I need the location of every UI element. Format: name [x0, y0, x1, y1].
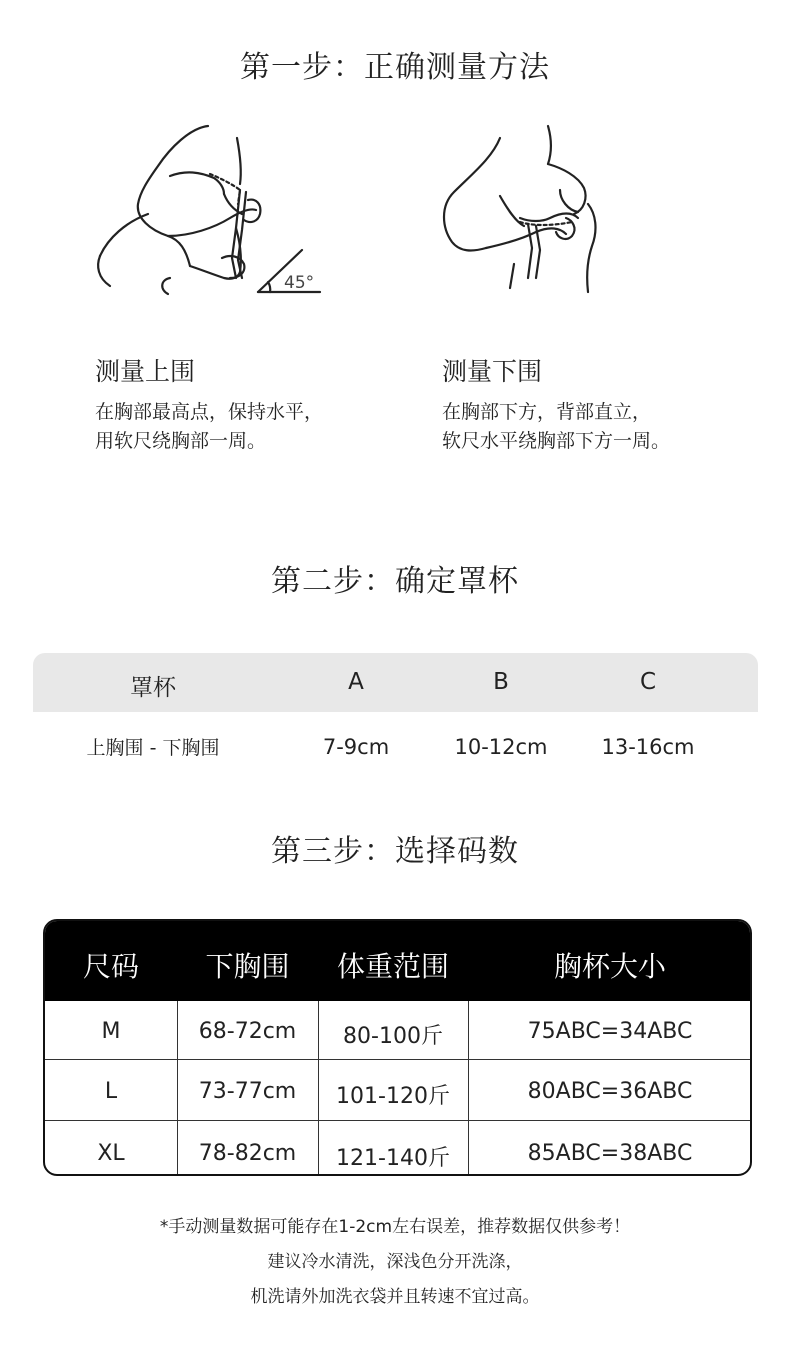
under-bust-measurement-illustration [432, 118, 632, 308]
step2-title: 第二步：确定罩杯 [271, 564, 519, 599]
cup-cell: 75ABC=34ABC [527, 1019, 693, 1044]
cup-header-b: B [493, 669, 509, 695]
angle-label: 45° [284, 273, 315, 293]
cup-header-label: 罩杯 [130, 675, 176, 701]
size-cell: L [104, 1079, 118, 1104]
cup-value-a: 7-9cm [322, 735, 390, 759]
row-divider [45, 1059, 752, 1060]
cup-row-label: 上胸围 - 下胸围 [86, 737, 220, 759]
size-cell: M [101, 1019, 121, 1044]
upper-desc-line2: 用软尺绕胸部一周。 [95, 430, 267, 452]
cup-header-a: A [348, 669, 364, 695]
machine-wash-note: 机洗请外加洗衣袋并且转速不宜过高。 [250, 1287, 540, 1307]
cup-value-c: 13-16cm [601, 735, 695, 759]
upper-desc-line1: 在胸部最高点，保持水平， [95, 401, 324, 423]
upper-bust-title: 测量上围 [95, 357, 196, 386]
size-header-weight: 体重范围 [336, 950, 449, 983]
weight-cell: 80-100斤 [343, 1024, 443, 1049]
upper-bust-measurement-illustration [90, 118, 330, 308]
underbust-cell: 78-82cm [198, 1141, 297, 1166]
size-cell: XL [97, 1141, 125, 1166]
step3-title: 第三步：选择码数 [271, 834, 519, 869]
size-header-cup: 胸杯大小 [553, 950, 666, 983]
upper-bust-description [95, 398, 323, 456]
lower-desc-line2: 软尺水平绕胸部下方一周。 [442, 430, 671, 452]
cup-value-b: 10-12cm [454, 735, 548, 759]
row-divider [45, 1120, 752, 1121]
step1-title: 第一步：正确测量方法 [240, 50, 550, 85]
under-bust-title: 测量下围 [442, 357, 543, 386]
underbust-cell: 73-77cm [198, 1079, 297, 1104]
size-header-underbust: 下胸围 [205, 950, 290, 983]
cup-header-c: C [639, 669, 657, 695]
cup-cell: 80ABC=36ABC [527, 1079, 693, 1104]
weight-cell: 121-140斤 [336, 1146, 450, 1171]
weight-cell: 101-120斤 [336, 1084, 450, 1109]
size-table [43, 919, 752, 1176]
underbust-cell: 68-72cm [198, 1019, 297, 1044]
size-header-size: 尺码 [82, 950, 139, 983]
cup-cell: 85ABC=38ABC [527, 1141, 693, 1166]
lower-desc-line1: 在胸部下方，背部直立， [442, 401, 652, 423]
measurement-error-note: *手动测量数据可能存在1-2cm左右误差，推荐数据仅供参考！ [159, 1217, 631, 1237]
cup-table [33, 653, 758, 773]
washing-note: 建议冷水清洗，深浅色分开洗涤， [267, 1252, 523, 1272]
under-bust-description [442, 398, 670, 456]
